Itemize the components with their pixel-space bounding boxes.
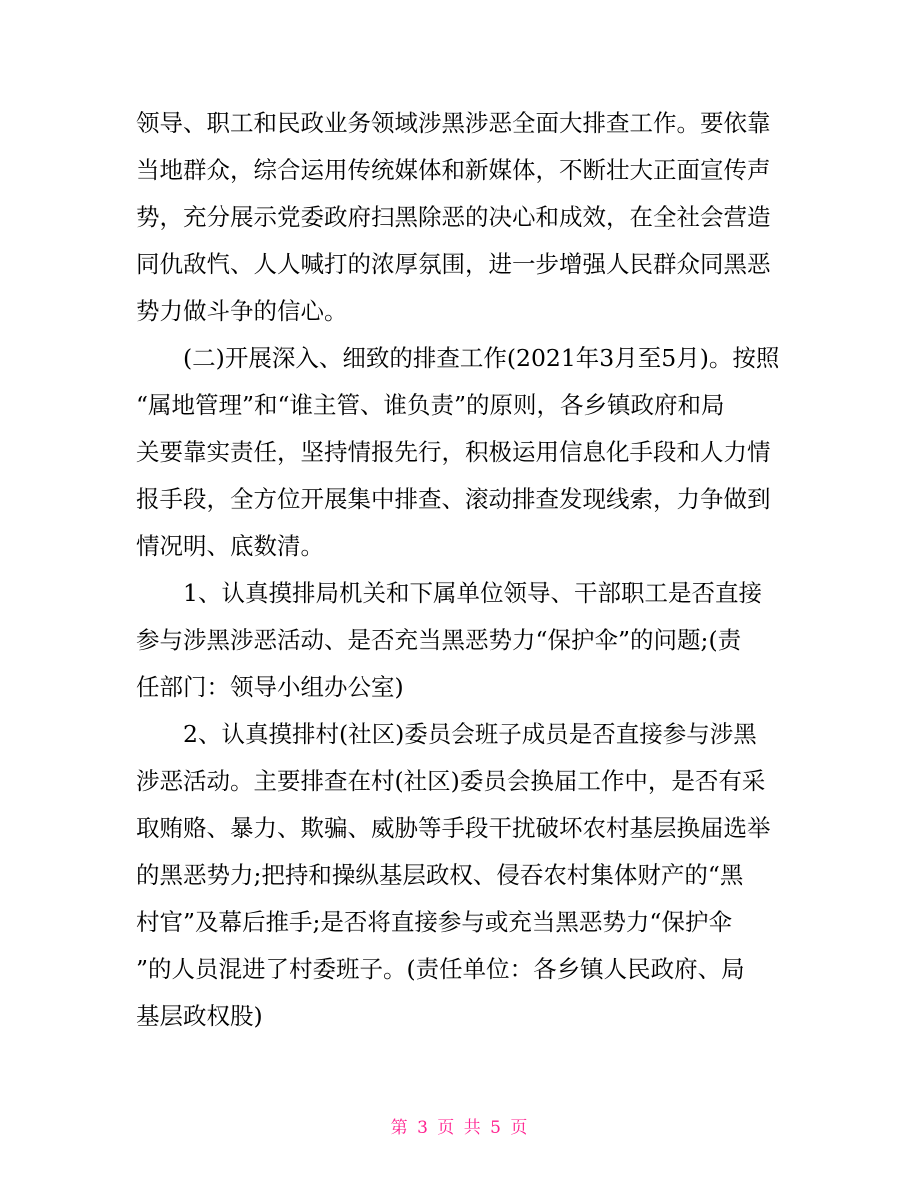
paragraph [136, 711, 786, 1040]
paragraph [136, 335, 786, 570]
text-line: 当地群众，综合运用传统媒体和新媒体，不断壮大正面宣传声 [136, 156, 771, 184]
text-line: 1、认真摸排局机关和下属单位领导、干部职工是否直接 [136, 579, 762, 607]
text-line: 任部门：领导小组办公室) [136, 673, 404, 701]
text-line: 领导、职工和民政业务领域涉黑涉恶全面大排查工作。要依靠 [136, 109, 771, 137]
text-line: ”的人员混进了村委班子。(责任单位：各乡镇人民政府、局 [136, 955, 745, 983]
text-line: 报手段，全方位开展集中排查、滚动排查发现线索，力争做到 [136, 485, 771, 513]
page-number-footer: 第 3 页 共 5 页 [390, 1118, 530, 1138]
text-line: 涉恶活动。主要排查在村(社区)委员会换届工作中，是否有采 [136, 767, 766, 795]
text-line: 势，充分展示党委政府扫黑除恶的决心和成效，在全社会营造 [136, 203, 771, 231]
text-line: 情况明、底数清。 [136, 532, 324, 560]
text-line: 势力做斗争的信心。 [136, 297, 348, 325]
text-line: 取贿赂、暴力、欺骗、威胁等手段干扰破坏农村基层换届选举 [136, 814, 771, 842]
text-line: 关要靠实责任，坚持情报先行，积极运用信息化手段和人力情 [136, 438, 771, 466]
text-line: “属地管理”和“谁主管、谁负责”的原则，各乡镇政府和局 [136, 391, 725, 419]
text-line: 的黑恶势力;把持和操纵基层政权、侵吞农村集体财产的“黑 [136, 861, 744, 889]
paragraph [136, 570, 786, 711]
document-body [136, 100, 786, 1040]
text-line: 参与涉黑涉恶活动、是否充当黑恶势力“保护伞”的问题;(责 [136, 626, 742, 654]
text-line: 基层政权股) [136, 1002, 263, 1030]
text-line: 同仇敌忾、人人喊打的浓厚氛围，进一步增强人民群众同黑恶 [136, 250, 771, 278]
text-line: 2、认真摸排村(社区)委员会班子成员是否直接参与涉黑 [136, 720, 757, 748]
text-line: 村官”及幕后推手;是否将直接参与或充当黑恶势力“保护伞 [136, 908, 732, 936]
text-line: (二)开展深入、细致的排查工作(2021年3月至5月)。按照 [136, 344, 780, 372]
paragraph [136, 100, 786, 335]
